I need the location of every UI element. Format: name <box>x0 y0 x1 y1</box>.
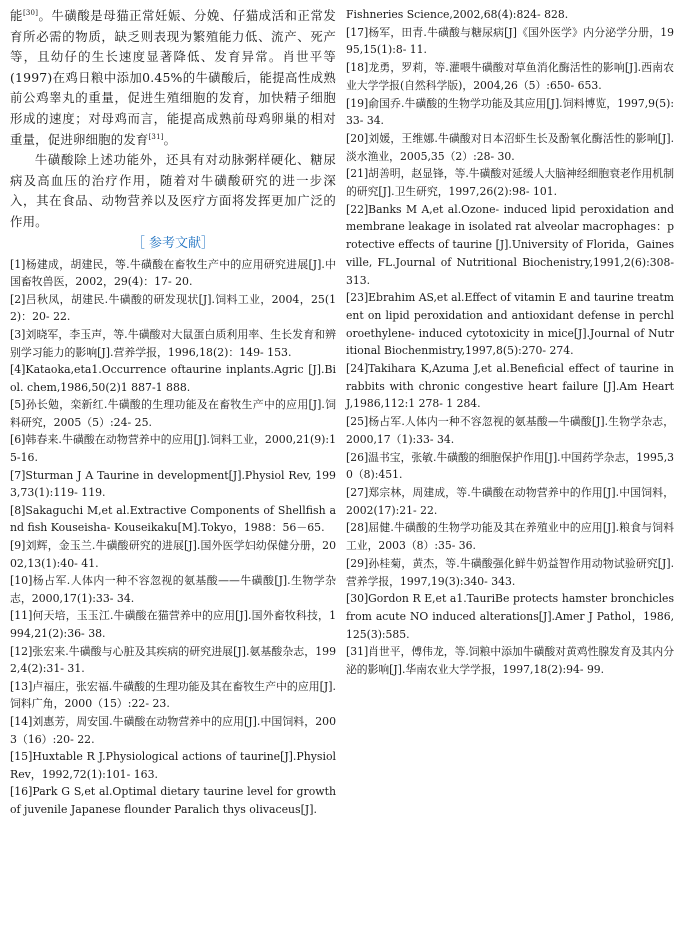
reference-entry: [15]Huxtable R J.Physiological actions of taurine[J].Physiol Rev，1992,72(1):101- 163. <box>10 750 336 781</box>
reference-entry: [22]Banks M A,et al.Ozone- induced lipid peroxidation and membrane leakage in isolated rat alveolar macrophages：protective effects of taurine [J].University of Florida，Gainesville, FL.Journal of Nutritional Biochenistry,1991,2(6):308- 313. <box>346 202 674 287</box>
reference-entry: [1]杨建成，胡建民，等.牛磺酸在畜牧生产中的应用研究进展[J].中国畜牧兽医，2002，29(4)：17- 20. <box>10 257 336 289</box>
reference-entry: [9]刘辉，金玉兰.牛磺酸研究的进展[J].国外医学妇幼保健分册，2002,13(1):40- 41. <box>10 539 336 570</box>
reference-entry: [17]杨军，田青.牛磺酸与糖尿病[J]《国外医学》内分泌学分册，1995,15(1):8- 11. <box>346 25 674 57</box>
reference-entry: [27]郑宗林，周建成，等.牛磺酸在动物营养中的作用[J].中国饲料，2002(17):21- 22. <box>346 485 674 517</box>
reference-entry: [6]韩春来.牛磺酸在动物营养中的应用[J].饲料工业，2000,21(9):15-16. <box>10 433 336 465</box>
reference-entry: [11]何天培，玉玉江.牛磺酸在猫营养中的应用[J].国外畜牧科技，1994,21(2):36- 38. <box>10 609 336 640</box>
references-list-right <box>346 6 674 679</box>
citation-superscript: [31] <box>148 132 164 141</box>
reference-entry: [18]龙勇，罗莉，等.灌喂牛磺酸对草鱼消化酶活性的影响[J].西南农业大学学报(自然科学版)，2004,26（5）:650- 653. <box>346 61 674 92</box>
reference-entry: [23]Ebrahim AS,et al.Effect of vitamin E and taurine treatment on lipid peroxidation and antioxidant defense in perchloroethylene- induced cytotoxicity in mice[J].Journal of Nutritional Biochenmistry,1997,8(5):270- 274. <box>346 291 674 358</box>
body-paragraph-1 <box>10 6 336 150</box>
references-heading: ［ 参考文献］ <box>131 235 215 251</box>
left-column <box>10 6 336 819</box>
para1-text-b: 。牛磺酸是母猫正常妊娠、分娩、仔猫成活和正常发育所必需的物质，缺乏则表现为繁殖能力低、流产、死产等，且幼仔的生长速度显著降低、发育异常。肖世平等(1997)在鸡日粮中添加0.45%的牛磺酸后，能提高性成熟前公鸡睾丸的重量，促进生殖细胞的发育，加快精子细胞形成的速度；对母鸡而言，能提高成熟前母鸡卵巢的相对重量，促进卵细胞的发育 <box>10 8 336 147</box>
reference-entry: [26]温书宝，张敏.牛磺酸的细胞保护作用[J].中国药学杂志，1995,30（8):451. <box>346 450 674 482</box>
para1-text-c: 。 <box>163 131 177 147</box>
para2-text: 牛磺酸除上述功能外，还具有对动脉粥样硬化、糖尿病及高血压的治疗作用，随着对牛磺酸研究的进一步深入，其在食品、动物营养以及医疗方面将发挥更加广泛的作用。 <box>10 152 336 229</box>
reference-entry: [7]Sturman J A Taurine in development[J].Physiol Rev, 1993,73(1):119- 119. <box>10 468 336 500</box>
body-paragraph-2 <box>10 150 336 232</box>
reference-entry: [4]Kataoka,eta1.Occurrence oftaurine inplants.Agric [J].Biol. chem,1986,50(2)1 887-1 888. <box>10 363 336 394</box>
reference-entry: [10]杨占军.人体内一种不容忽视的氨基酸——牛磺酸[J].生物学杂志，2000,17(1):33- 34. <box>10 574 336 605</box>
reference-entry: Fishneries Science,2002,68(4):824- 828. <box>346 8 569 21</box>
right-column <box>346 6 674 679</box>
reference-entry: [12]张宏来.牛磺酸与心脏及其疾病的研究进展[J].氨基酸杂志，1992,4(2):31- 31. <box>10 644 336 676</box>
reference-entry: [13]卢福庄，张宏福.牛磺酸的生理功能及其在畜牧生产中的应用[J].饲料广角，2000（15）:22- 23. <box>10 679 336 711</box>
reference-entry: [3]刘晓军，李玉声，等.牛磺酸对大鼠蛋白质利用率、生长发育和辨别学习能力的影响[J].营养学报，1996,18(2)：149- 153. <box>10 327 336 359</box>
reference-entry: [28]屈健.牛磺酸的生物学功能及其在养殖业中的应用[J].粮食与饲料工业，2003（8）:35- 36. <box>346 521 674 553</box>
reference-entry: [25]杨占军.人体内一种不容忽视的氨基酸—牛磺酸[J].生物学杂志，2000,17（1):33- 34. <box>346 415 674 446</box>
reference-entry: [21]胡善明，赵显锋，等.牛磺酸对延缓人大脑神经细胞衰老作用机制的研究[J].卫生研究，1997,26(2):98- 101. <box>346 167 674 199</box>
references-list-left <box>10 256 336 819</box>
reference-entry: [29]孙桂菊，黄杰，等.牛磺酸强化鲜牛奶益智作用动物试验研究[J].营养学报，1997,19(3):340- 343. <box>346 556 674 588</box>
para1-text-a: 能 <box>10 8 23 23</box>
reference-entry: [2]吕秋凤，胡建民.牛磺酸的研发现状[J].饲料工业，2004，25(12)：20- 22. <box>10 292 336 324</box>
reference-entry: [8]Sakaguchi M,et al.Extractive Components of Shellfish and fish Kouseisha- Kouseikaku[M].Tokyo，1988：56－65. <box>10 503 336 535</box>
reference-entry: [14]刘惠芳，周安国.牛磺酸在动物营养中的应用[J].中国饲料，2003（16）:20- 22. <box>10 714 336 746</box>
citation-superscript: [30] <box>22 8 39 17</box>
reference-entry: [30]Gordon R E,et a1.TauriBe protects hamster bronchicles from acute NO induced alterations[J].Amer J Pathol，1986,125(3):585. <box>346 592 674 641</box>
reference-entry: [16]Park G S,et al.Optimal dietary taurine level for growth of juvenile Japanese flounder Paralich thys olivaceus[J]. <box>10 785 336 816</box>
reference-entry: [24]Takihara K,Azuma J,et al.Beneficial effect of taurine in rabbits with chronic congestive heart failure [J].Am Heart J,1986,112:1 278- 1 284. <box>346 362 674 411</box>
reference-entry: [19]俞国乔.牛磺酸的生物学功能及其应用[J].饲料博览，1997,9(5):33- 34. <box>346 96 674 128</box>
reference-entry: [5]孙长勉，栾新红.牛磺酸的生理功能及在畜牧生产中的应用[J].饲料研究，2005（5）:24- 25. <box>10 398 336 429</box>
reference-entry: [20]刘媛，王维娜.牛磺酸对日本沼虾生长及酚氧化酶活性的影响[J].淡水渔业，2005,35（2）:28- 30. <box>346 131 674 163</box>
reference-entry: [31]肖世平，傅伟龙，等.饲粮中添加牛磺酸对黄鸡性腺发育及其内分泌的影响[J].华南农业大学学报，1997,18(2):94- 99. <box>346 645 674 677</box>
